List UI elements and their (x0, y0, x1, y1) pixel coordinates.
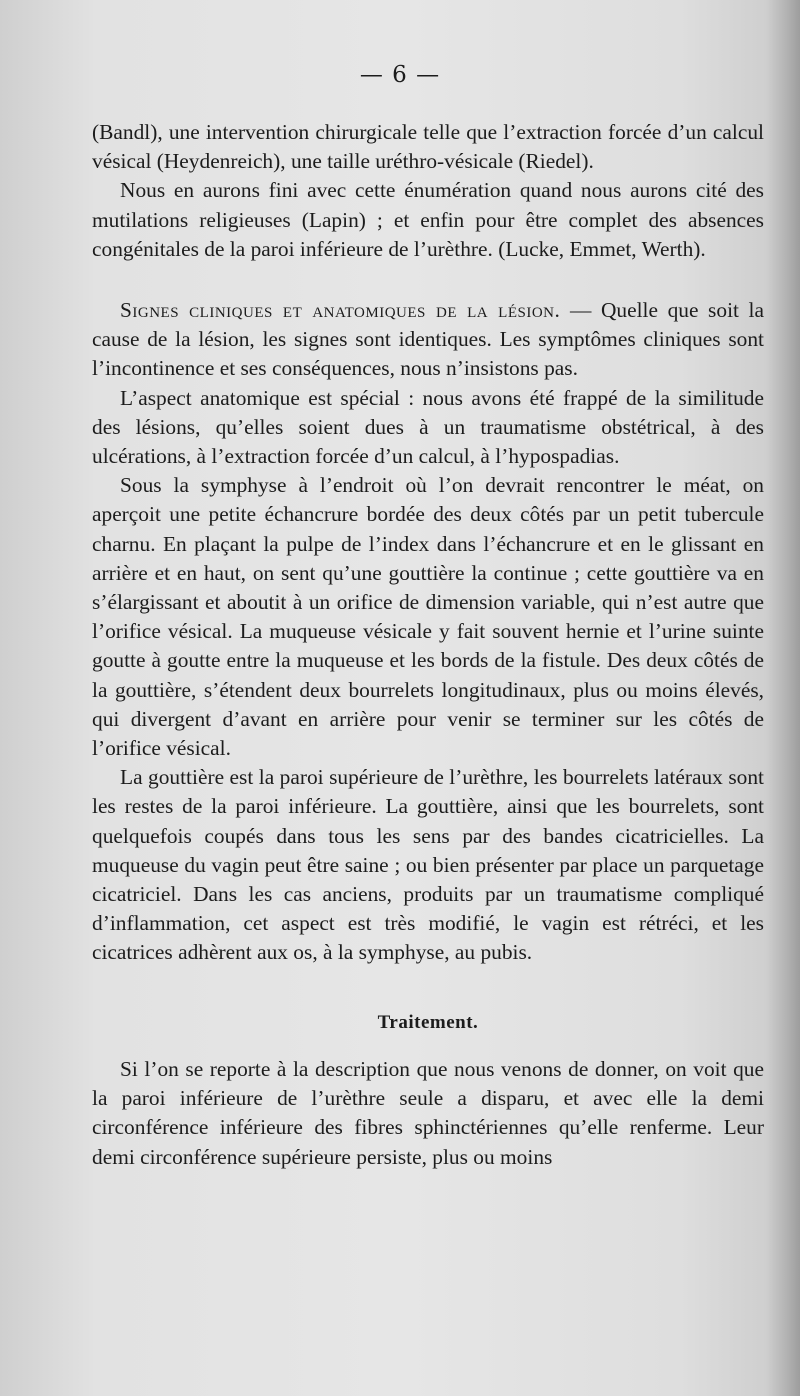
paragraph-anatomic-aspect: L’aspect anatomique est spécial : nous avons été frappé de la similitude des lésions, qu’elles soient dues à un traumatisme obstétrical, à des ulcérations, à l’extraction forcée d’un calcul, à l’hypospadias. (92, 385, 764, 469)
paragraph-symphyse: Sous la symphyse à l’endroit où l’on devrait rencontrer le méat, on aperçoit une petite échancrure bordée des deux côtés par un petit tubercule charnu. En plaçant la pulpe de l’index dans l’échancrure et en le glissant en arrière et en haut, on sent qu’une gouttière la continue ; cette gouttière va en s’élargissant et aboutit à un orifice de dimension variable, qui n’est autre que l’orifice vésical. La muqueuse vésicale y fait souvent hernie et l’urine suinte goutte à goutte entre la muqueuse et les bords de la fistule. Des deux côtés de la gouttière, s’étendent deux bourrelets longitudinaux, plus ou moins élevés, qui divergent d’avant en arrière pour venir se terminer sur les côtés de l’orifice vésical. (92, 473, 764, 761)
paragraph-continuation: (Bandl), une intervention chirurgicale telle que l’extraction forcée d’un calcul vésical (Heydenreich), une taille uréthro-vésicale (Riedel). (92, 120, 764, 174)
section-lead-title: Signes cliniques et anatomiques de la lésion. (120, 298, 561, 323)
paragraph-enumeration: Nous en aurons fini avec cette énumération quand nous aurons cité des mutilations religieuses (Lapin) ; et enfin pour être complet des absences congénitales de la paroi inférieure de l’urèthre. (Lucke, Emmet, Werth). (92, 178, 764, 261)
page-edge-shadow (766, 0, 800, 1396)
section-heading-traitement: Traitement. (377, 1011, 479, 1033)
page-body (92, 118, 764, 1172)
section-paragraph-signs (92, 296, 764, 384)
page-number: — 6 — (359, 62, 441, 88)
paragraph-traitement: Si l’on se reporte à la description que nous venons de donner, on voit que la paroi inférieure de l’urèthre seule a disparu, et avec elle la demi circonférence inférieure des fibres sphinctériennes qu’elle renferme. Leur demi circonférence supérieure persiste, plus ou moins (92, 1056, 764, 1169)
paragraph-gouttiere: La gouttière est la paroi supérieure de l’urèthre, les bourrelets latéraux sont les restes de la paroi inférieure. La gouttière, ainsi que les bourrelets, sont quelquefois coupés dans tous les sens par des bandes cicatricielles. La muqueuse du vagin peut être saine ; ou bien présenter par place un parquetage cicatriciel. Dans les cas anciens, produits par un traumatisme compliqué d’inflammation, cet aspect est très modifié, le vagin est rétréci, et les cicatrices adhèrent aux os, à la symphyse, au pubis. (92, 765, 764, 965)
section-lead-text: Quelle que soit la cause de la lésion, les signes sont identiques. Les symptômes cliniques sont l’incontinence et ses conséquences, nous n’insistons pas. (92, 298, 764, 381)
section-dash: — (560, 298, 601, 323)
